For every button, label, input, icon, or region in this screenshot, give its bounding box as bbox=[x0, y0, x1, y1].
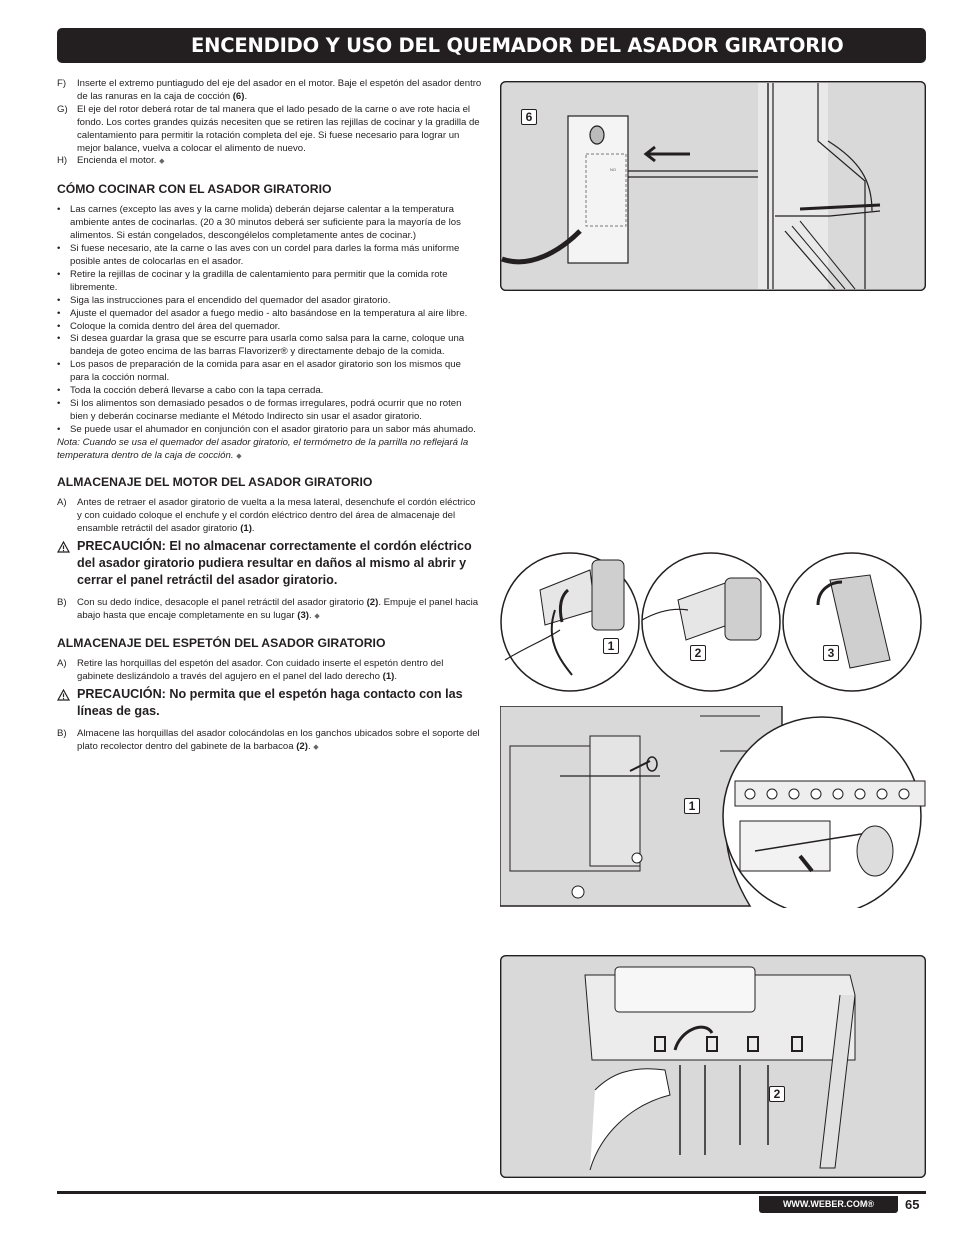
motor-step-b: B) Con su dedo índice, desacople el panel retráctil del asador giratorio (2). Empuje el panel hacia abajo hasta que encaje completamente en su lugar (3). ◆ bbox=[57, 597, 482, 624]
spit-caution bbox=[57, 686, 482, 720]
step-letter: F) bbox=[57, 78, 67, 89]
end-diamond-icon: ◆ bbox=[236, 452, 242, 460]
step-letter: H) bbox=[57, 155, 68, 167]
motor-storage-illustration bbox=[500, 550, 926, 695]
step-ref: (1) bbox=[240, 523, 252, 535]
cooking-heading: CÓMO COCINAR CON EL ASADOR GIRATORIO bbox=[57, 182, 332, 197]
figure-forks-storage bbox=[500, 955, 926, 1178]
step-f: F) Inserte el extremo puntiagudo del eje del asador en el motor. Baje el espetón del asador dentro de las ranuras en la caja de cocción (6). bbox=[57, 78, 482, 102]
step-letter: A) bbox=[57, 497, 67, 509]
spit-step-1-callout: 1 bbox=[684, 798, 700, 814]
spit-storage-illustration bbox=[500, 706, 926, 908]
motor-step-3-callout: 3 bbox=[823, 645, 839, 661]
caution-text: PRECAUCIÓN: El no almacenar correctamente el cordón eléctrico del asador giratorio pudiera resultar en daños al mismo al abrir y cerrar el panel retráctil del asador giratorio. bbox=[77, 539, 472, 588]
forks-step-2-callout: 2 bbox=[769, 1086, 785, 1102]
intro-steps bbox=[57, 78, 482, 169]
step-g bbox=[57, 104, 482, 156]
warning-triangle-icon bbox=[57, 689, 70, 701]
step-text: El eje del rotor deberá rotar de tal manera que el lado pesado de la carne o ave rote hacia el fondo. Los cortes grandes quizás necesiten que se retiren las rejillas de cocinar y la gradilla de calentamiento para permitir la rotación completa del eje. Si fuese necesario para lograr un mejor balance, vuelva a colocar el alimento de nuevo. bbox=[77, 103, 480, 154]
figure-number-6: 6 bbox=[521, 109, 537, 125]
forks-storage-illustration bbox=[500, 955, 926, 1178]
step-letter: A) bbox=[57, 658, 67, 669]
list-item: • Los pasos de preparación de la comida para asar en el asador giratorio son los mismos que para la cocción normal. bbox=[57, 359, 461, 384]
list-item: • Se puede usar el ahumador en conjunción con el asador giratorio para un sabor más ahumado. bbox=[57, 423, 476, 435]
list-item: • Toda la cocción deberá llevarse a cabo con la tapa cerrada. bbox=[57, 385, 324, 397]
step-text: Con su dedo índice, desacople el panel retráctil del asador giratorio bbox=[77, 597, 367, 609]
step-letter: B) bbox=[57, 727, 67, 739]
list-item: • Si desea guardar la grasa que se escurre para usarla como salsa para la carne, coloque una bandeja de goteo encima de las barras Flavorizer® y directamente debajo de la comida. bbox=[57, 333, 465, 358]
spit-step-a: A) Retire las horquillas del espetón del asador. Con cuidado inserte el espetón dentro del gabinete deslizándolo a través del agujero en el panel del lado derecho (1). bbox=[57, 658, 444, 682]
motor-step-2-callout: 2 bbox=[690, 645, 706, 661]
step-ref: (6) bbox=[232, 90, 245, 102]
figure-motor-insertion bbox=[500, 81, 926, 291]
caution-text: PRECAUCIÓN: No permita que el espetón haga contacto con las líneas de gas. bbox=[77, 686, 463, 718]
step-text: Retire las horquillas del espetón del asador. Con cuidado inserte el espetón dentro del gabinete deslizándolo a través del agujero en el panel del lado derecho bbox=[77, 658, 444, 682]
end-diamond-icon: ◆ bbox=[314, 613, 320, 621]
list-item: • Las carnes (excepto las aves y la carne molida) deberán dejarse calentar a la temperatura ambiente antes de cocinarlas. (20 a 30 minutos deberá ser suficiente para la mayoría de los alimentos. Si están congelados, descongélelos completamente antes de cocinar.) bbox=[57, 204, 461, 242]
figure-spit-storage bbox=[500, 706, 926, 908]
footer-rule bbox=[57, 1191, 926, 1194]
step-letter: B) bbox=[57, 597, 67, 609]
figure-motor-storage bbox=[500, 550, 926, 695]
motor-insertion-illustration bbox=[500, 81, 926, 291]
tiny-warning-label: NO bbox=[610, 167, 616, 172]
page-title: ENCENDIDO Y USO DEL QUEMADOR DEL ASADOR GIRATORIO bbox=[57, 28, 926, 63]
step-letter: G) bbox=[57, 103, 68, 115]
list-item: • Si fuese necesario, ate la carne o las aves con un cordel para darles la forma más uniforme posible antes de colocarlas en el asador. bbox=[57, 243, 460, 267]
cooking-note: Nota: Cuando se usa el quemador del asador giratorio, el termómetro de la parrilla no reflejará la temperatura dentro de la caja de cocción. ◆ bbox=[57, 436, 469, 461]
step-text: Inserte el extremo puntiagudo del eje del asador en el motor. Baje el espetón del asador dentro de las ranuras en la caja de cocción bbox=[77, 78, 482, 102]
motor-step-a: A) Antes de retraer el asador giratorio de vuelta a la mesa lateral, desenchufe el cordón eléctrico y con cuidado coloque el enchufe y el cordón eléctrico dentro del área de almacenaje del ensamble retráctil del asador giratorio (1). bbox=[57, 497, 476, 535]
step-text: Almacene las horquillas del asador colocándolas en los ganchos ubicados sobre el soporte del plato recolector dentro del gabinete de la barbacoa bbox=[77, 727, 480, 752]
warning-triangle-icon bbox=[57, 541, 70, 553]
step-h bbox=[57, 155, 482, 169]
step-text: Encienda el motor. bbox=[77, 155, 160, 167]
cooking-list bbox=[57, 204, 482, 436]
list-item: • Coloque la comida dentro del área del quemador. bbox=[57, 320, 281, 332]
list-item: • Retire la rejillas de cocinar y la gradilla de calentamiento para permitir que la comida rote libremente. bbox=[57, 268, 448, 293]
list-item: • Ajuste el quemador del asador a fuego medio - alto basándose en la temperatura al aire libre. bbox=[57, 307, 468, 319]
list-item: • Siga las instrucciones para el encendido del quemador del asador giratorio. bbox=[57, 294, 391, 306]
end-diamond-icon: ◆ bbox=[159, 158, 165, 166]
end-diamond-icon: ◆ bbox=[313, 743, 319, 751]
page-number: 65 bbox=[905, 1197, 920, 1212]
list-item: • Si los alimentos son demasiado pesados o de formas irregulares, podrá ocurrir que no roten bien y deberán cocinarse mediante el Método Indirecto sin usar el asador giratorio. bbox=[57, 397, 462, 422]
spit-step-b: B) Almacene las horquillas del asador colocándolas en los ganchos ubicados sobre el soporte del plato recolector dentro del gabinete de la barbacoa (2). ◆ bbox=[57, 728, 482, 755]
motor-caution bbox=[57, 538, 482, 589]
instructions-column bbox=[57, 78, 482, 755]
spit-storage-heading: ALMACENAJE DEL ESPETÓN DEL ASADOR GIRATORIO bbox=[57, 636, 386, 650]
motor-storage-heading: ALMACENAJE DEL MOTOR DEL ASADOR GIRATORIO bbox=[57, 475, 373, 490]
step-text: Antes de retraer el asador giratorio de vuelta a la mesa lateral, desenchufe el cordón eléctrico y con cuidado coloque el enchufe y el cordón eléctrico dentro del área de almacenaje del ensamble retráctil del asador giratorio bbox=[77, 497, 476, 535]
website-badge: WWW.WEBER.COM® bbox=[759, 1196, 898, 1213]
motor-step-1-callout: 1 bbox=[603, 638, 619, 654]
